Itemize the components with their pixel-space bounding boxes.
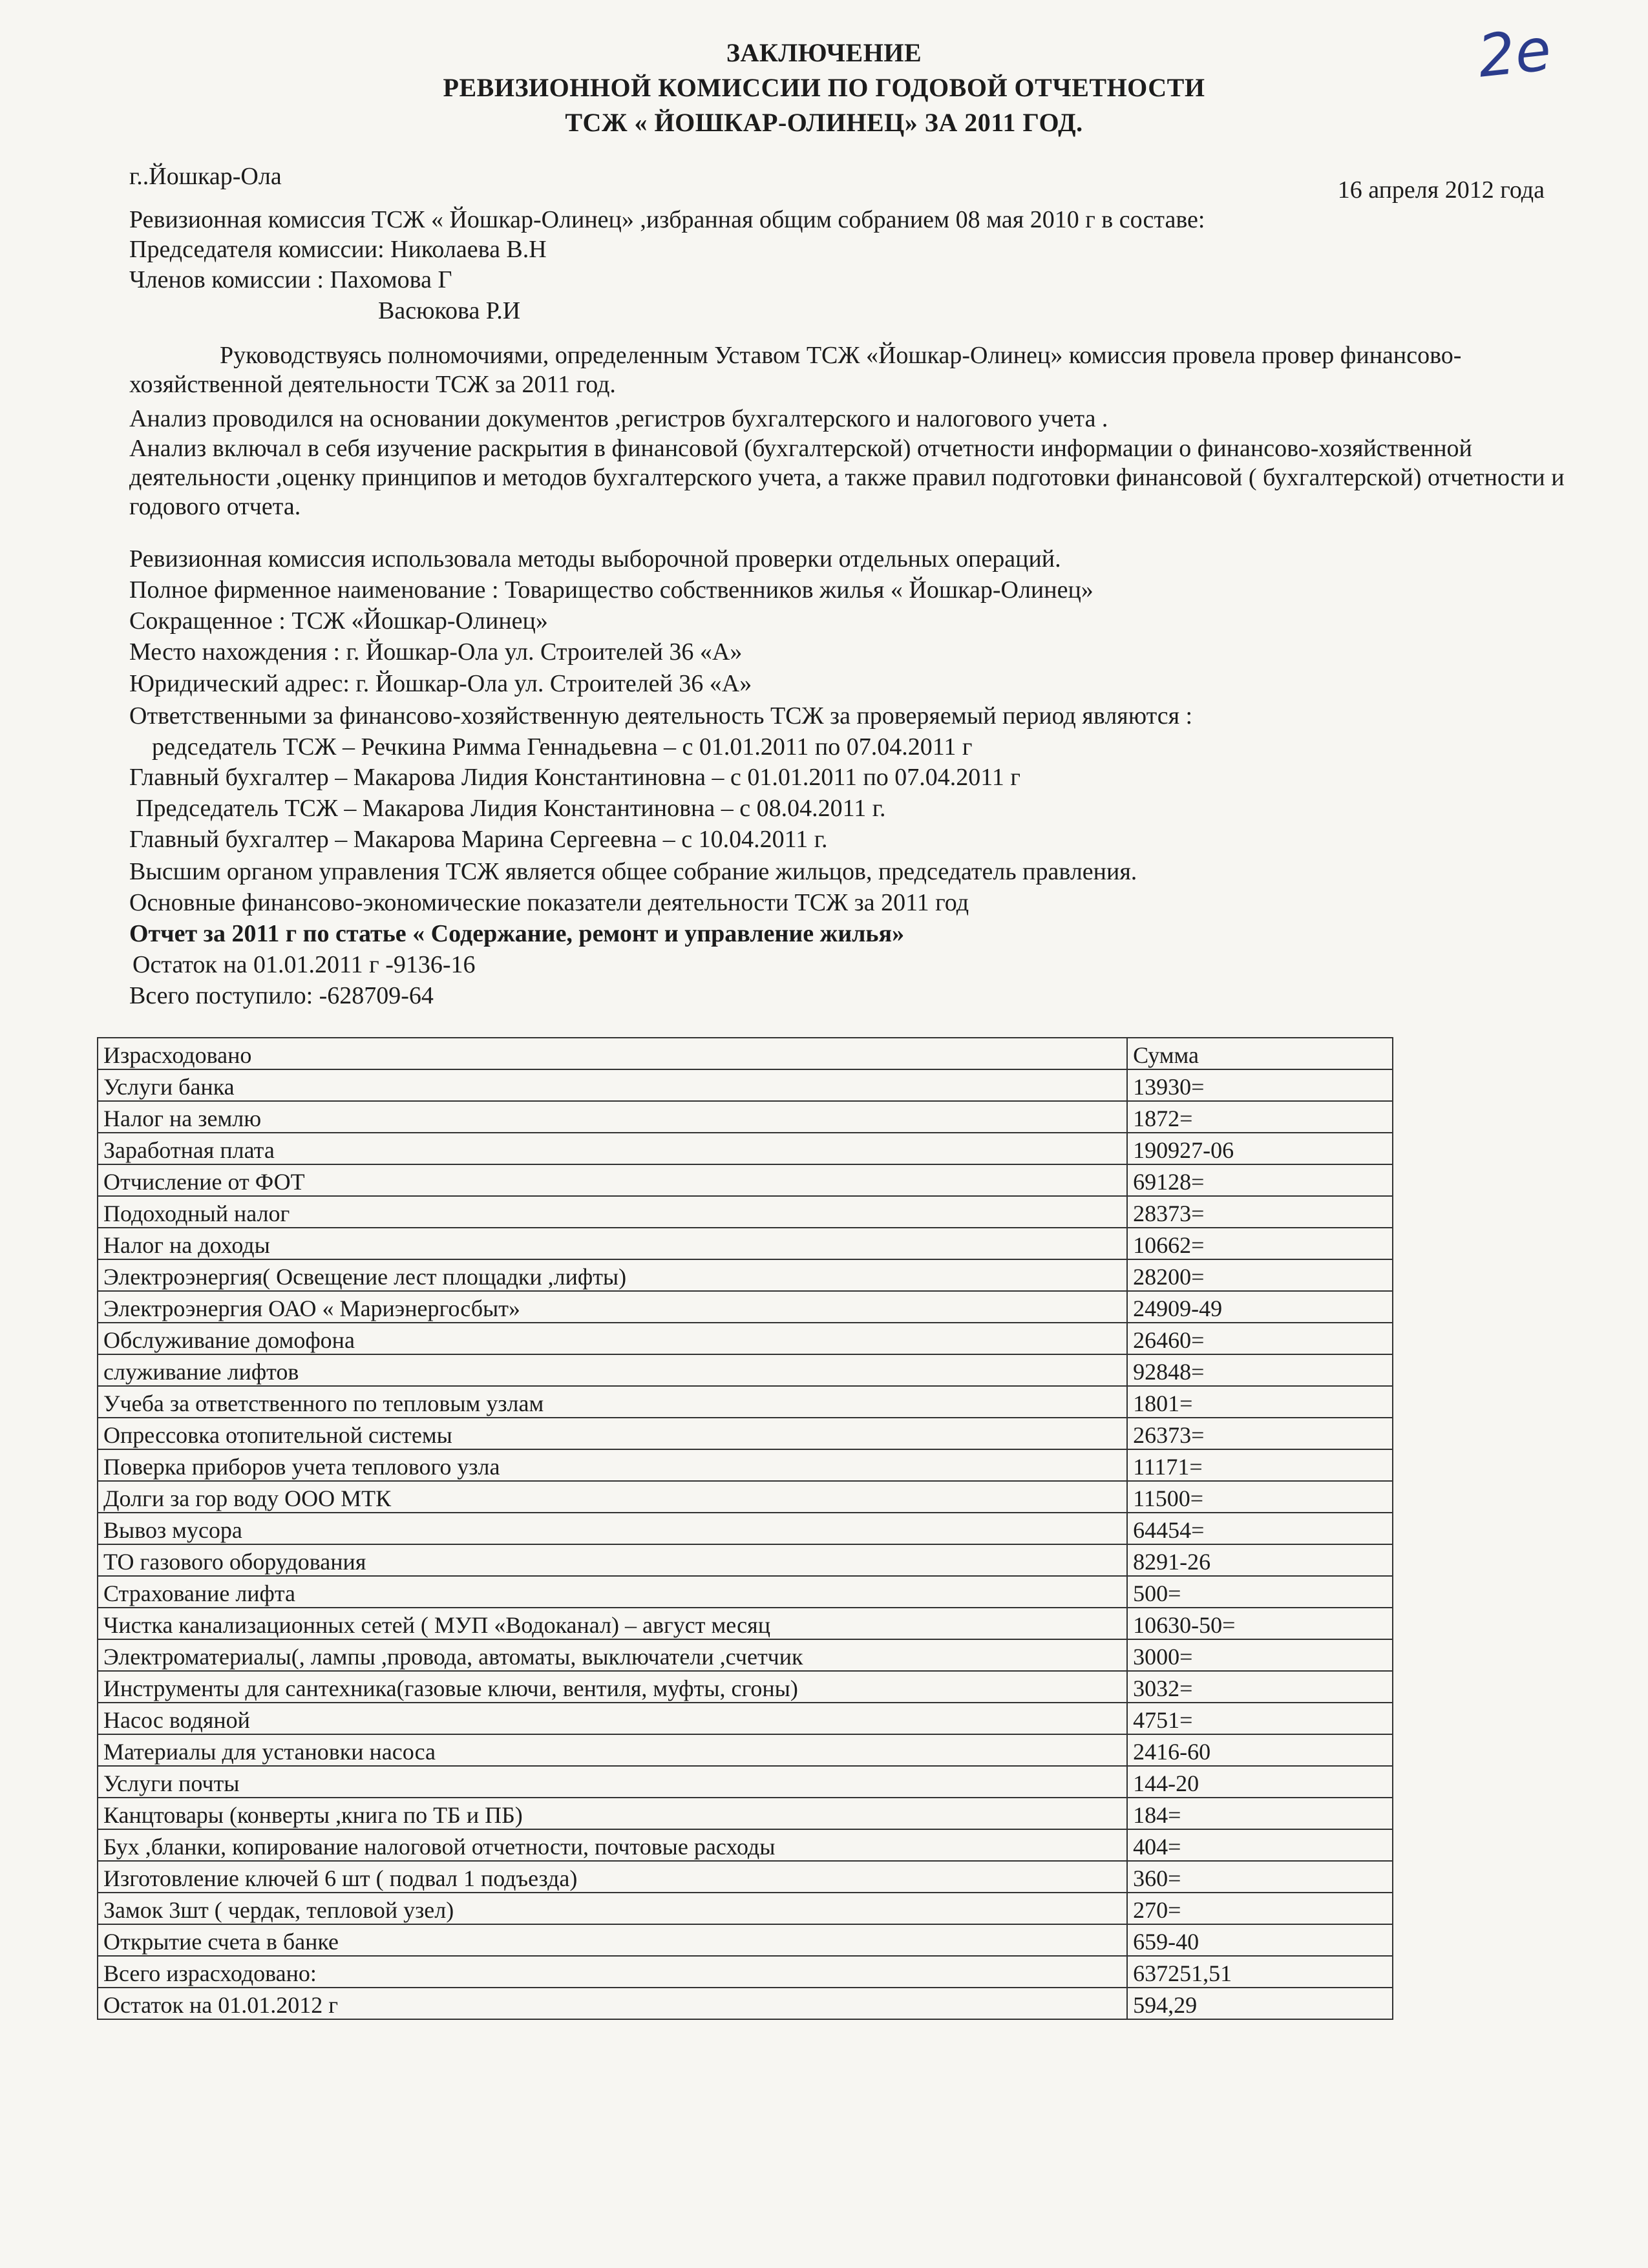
title-line-2: РЕВИЗИОННОЙ КОМИССИИ ПО ГОДОВОЙ ОТЧЕТНОСТИ (443, 73, 1205, 102)
expense-item: Чистка канализационных сетей ( МУП «Водоканал) – август месяц (98, 1608, 1127, 1639)
table-row (98, 1069, 1393, 1101)
table-row (98, 1513, 1393, 1544)
expense-item: Услуги почты (98, 1766, 1127, 1798)
expense-item: ТО газового оборудования (98, 1544, 1127, 1576)
expense-amount: 8291-26 (1127, 1544, 1393, 1576)
expense-amount: 28200= (1127, 1259, 1393, 1291)
commission-intro: Ревизионная комиссия ТСЖ « Йошкар-Олинец» ,избранная общим собранием 08 мая 2010 г в составе: (129, 206, 1205, 233)
table-row (98, 1259, 1393, 1291)
table-row (98, 1418, 1393, 1449)
table-row (98, 1449, 1393, 1481)
responsible-1: редседатель ТСЖ – Речкина Римма Геннадьевна – с 01.01.2011 по 07.04.2011 г (152, 733, 973, 761)
expense-item: Подоходный налог (98, 1196, 1127, 1228)
expense-item: Отчисление от ФОТ (98, 1164, 1127, 1196)
table-row (98, 1133, 1393, 1164)
expense-amount: 13930= (1127, 1069, 1393, 1101)
title-line-3: ТСЖ « ЙОШКАР-ОЛИНЕЦ» ЗА 2011 ГОД. (565, 108, 1083, 137)
expense-amount: 69128= (1127, 1164, 1393, 1196)
governing-body: Высшим органом управления ТСЖ является общее собрание жильцов, председатель правления. (129, 858, 1137, 885)
expense-item: Страхование лифта (98, 1576, 1127, 1608)
expense-item: Электроматериалы(, лампы ,провода, автоматы, выключатели ,счетчик (98, 1639, 1127, 1671)
expense-amount: 404= (1127, 1829, 1393, 1861)
responsible-3: Председатель ТСЖ – Макарова Лидия Константиновна – с 08.04.2011 г. (136, 795, 886, 822)
table-row (98, 1766, 1393, 1798)
table-row (98, 1798, 1393, 1829)
expense-amount: 1872= (1127, 1101, 1393, 1133)
table-row (98, 1164, 1393, 1196)
table-row (98, 1544, 1393, 1576)
expense-amount: 3032= (1127, 1671, 1393, 1703)
expense-amount: 28373= (1127, 1196, 1393, 1228)
expense-amount: 10630-50= (1127, 1608, 1393, 1639)
expense-item: Долги за гор воду ООО МТК (98, 1481, 1127, 1513)
expense-amount: 26460= (1127, 1323, 1393, 1354)
table-row (98, 1988, 1393, 2019)
responsible-intro: Ответственными за финансово-хозяйственную деятельность ТСЖ за проверяемый период являются : (129, 702, 1193, 730)
document-date: 16 апреля 2012 года (1337, 176, 1545, 204)
indicators-heading: Основные финансово-экономические показатели деятельности ТСЖ за 2011 год (129, 889, 969, 916)
table-row (98, 1639, 1393, 1671)
location: Место нахождения : г. Йошкар-Ола ул. Строителей 36 «А» (129, 638, 743, 666)
table-row (98, 1671, 1393, 1703)
expense-amount: 360= (1127, 1861, 1393, 1893)
expense-amount: 500= (1127, 1576, 1393, 1608)
paragraph-analysis-scope: Анализ включал в себя изучение раскрытия в финансовой (бухгалтерской) отчетности информации о финансово-хозяйственной деятельности ,оценку принципов и методов бухгалтерского учета, а также правил подготовки финансовой ( бухгалтерской) отчетности и годового отчета. (129, 435, 1565, 520)
table-row (98, 1481, 1393, 1513)
table-row (98, 1323, 1393, 1354)
table-row (98, 1893, 1393, 1924)
city: г..Йошкар-Ола (129, 163, 282, 190)
expense-item: Обслуживание домофона (98, 1323, 1127, 1354)
expense-amount: 184= (1127, 1798, 1393, 1829)
expense-item: Учеба за ответственного по тепловым узлам (98, 1386, 1127, 1418)
paragraph-authority: Руководствуясь полномочиями, определенным Уставом ТСЖ «Йошкар-Олинец» комиссия провела провер финансово-хозяйственной деятельности ТСЖ за 2011 год. (129, 342, 1462, 398)
table-row (98, 1576, 1393, 1608)
expense-item: Остаток на 01.01.2012 г (98, 1988, 1127, 2019)
expense-amount: 24909-49 (1127, 1291, 1393, 1323)
header-expended: Израсходовано (98, 1038, 1127, 1069)
expense-amount: 1801= (1127, 1386, 1393, 1418)
expense-item: Замок 3шт ( чердак, тепловой узел) (98, 1893, 1127, 1924)
report-title: Отчет за 2011 г по статье « Содержание, ремонт и управление жилья» (129, 920, 905, 947)
expense-amount: 11171= (1127, 1449, 1393, 1481)
table-row (98, 1956, 1393, 1988)
commission-members: Членов комиссии : Пахомова Г (129, 266, 452, 293)
expenses-table (97, 1037, 1393, 2020)
expense-amount: 637251,51 (1127, 1956, 1393, 1988)
expense-amount: 144-20 (1127, 1766, 1393, 1798)
expense-item: Вывоз мусора (98, 1513, 1127, 1544)
expense-item: Инструменты для сантехника(газовые ключи, вентиля, муфты, сгоны) (98, 1671, 1127, 1703)
expense-item: Бух ,бланки, копирование налоговой отчетности, почтовые расходы (98, 1829, 1127, 1861)
expense-amount: 4751= (1127, 1703, 1393, 1734)
table-row (98, 1196, 1393, 1228)
expense-amount: 594,29 (1127, 1988, 1393, 2019)
expense-amount: 64454= (1127, 1513, 1393, 1544)
table-header-row (98, 1038, 1393, 1069)
table-row (98, 1924, 1393, 1956)
table-row (98, 1354, 1393, 1386)
expense-amount: 3000= (1127, 1639, 1393, 1671)
table-row (98, 1829, 1393, 1861)
expense-item: Налог на землю (98, 1101, 1127, 1133)
full-name: Полное фирменное наименование : Товарищество собственников жилья « Йошкар-Олинец» (129, 576, 1093, 604)
expense-item: Опрессовка отопительной системы (98, 1418, 1127, 1449)
expense-amount: 190927-06 (1127, 1133, 1393, 1164)
table-row (98, 1291, 1393, 1323)
expense-item: служивание лифтов (98, 1354, 1127, 1386)
expense-item: Канцтовары (конверты ,книга по ТБ и ПБ) (98, 1798, 1127, 1829)
expense-amount: 270= (1127, 1893, 1393, 1924)
expense-item: Всего израсходовано: (98, 1956, 1127, 1988)
expense-amount: 659-40 (1127, 1924, 1393, 1956)
handwritten-page-number: 2е (1475, 16, 1555, 91)
table-row (98, 1101, 1393, 1133)
commission-chairman: Председателя комиссии: Николаева В.Н (129, 236, 547, 263)
paragraph-methods: Ревизионная комиссия использовала методы выборочной проверки отдельных операций. (129, 545, 1061, 572)
document-title (0, 36, 1648, 140)
expense-amount: 11500= (1127, 1481, 1393, 1513)
balance-start: Остаток на 01.01.2011 г -9136-16 (132, 951, 476, 978)
expense-item: Насос водяной (98, 1703, 1127, 1734)
table-row (98, 1228, 1393, 1259)
responsible-4: Главный бухгалтер – Макарова Марина Сергеевна – с 10.04.2011 г. (129, 826, 828, 853)
table-row (98, 1608, 1393, 1639)
commission-member-2: Васюкова Р.И (378, 297, 521, 324)
expense-item: Электроэнергия ОАО « Мариэнергосбыт» (98, 1291, 1127, 1323)
expense-amount: 10662= (1127, 1228, 1393, 1259)
legal-address: Юридический адрес: г. Йошкар-Ола ул. Строителей 36 «А» (129, 670, 752, 697)
total-received: Всего поступило: -628709-64 (129, 982, 434, 1009)
expense-item: Материалы для установки насоса (98, 1734, 1127, 1766)
expense-item: Услуги банка (98, 1069, 1127, 1101)
expense-item: Поверка приборов учета теплового узла (98, 1449, 1127, 1481)
responsible-2: Главный бухгалтер – Макарова Лидия Константиновна – с 01.01.2011 по 07.04.2011 г (129, 764, 1020, 791)
title-line-1: ЗАКЛЮЧЕНИЕ (726, 38, 922, 67)
expense-amount: 26373= (1127, 1418, 1393, 1449)
table-row (98, 1386, 1393, 1418)
header-amount: Сумма (1127, 1038, 1393, 1069)
paragraph-analysis-basis: Анализ проводился на основании документов ,регистров бухгалтерского и налогового учета . (129, 405, 1108, 432)
table-row (98, 1861, 1393, 1893)
expense-amount: 92848= (1127, 1354, 1393, 1386)
table-row (98, 1734, 1393, 1766)
expense-item: Изготовление ключей 6 шт ( подвал 1 подъезда) (98, 1861, 1127, 1893)
expense-amount: 2416-60 (1127, 1734, 1393, 1766)
short-name: Сокращенное : ТСЖ «Йошкар-Олинец» (129, 607, 548, 635)
expense-item: Электроэнергия( Освещение лест площадки ,лифты) (98, 1259, 1127, 1291)
expense-item: Заработная плата (98, 1133, 1127, 1164)
table-row (98, 1703, 1393, 1734)
expense-item: Налог на доходы (98, 1228, 1127, 1259)
expense-item: Открытие счета в банке (98, 1924, 1127, 1956)
